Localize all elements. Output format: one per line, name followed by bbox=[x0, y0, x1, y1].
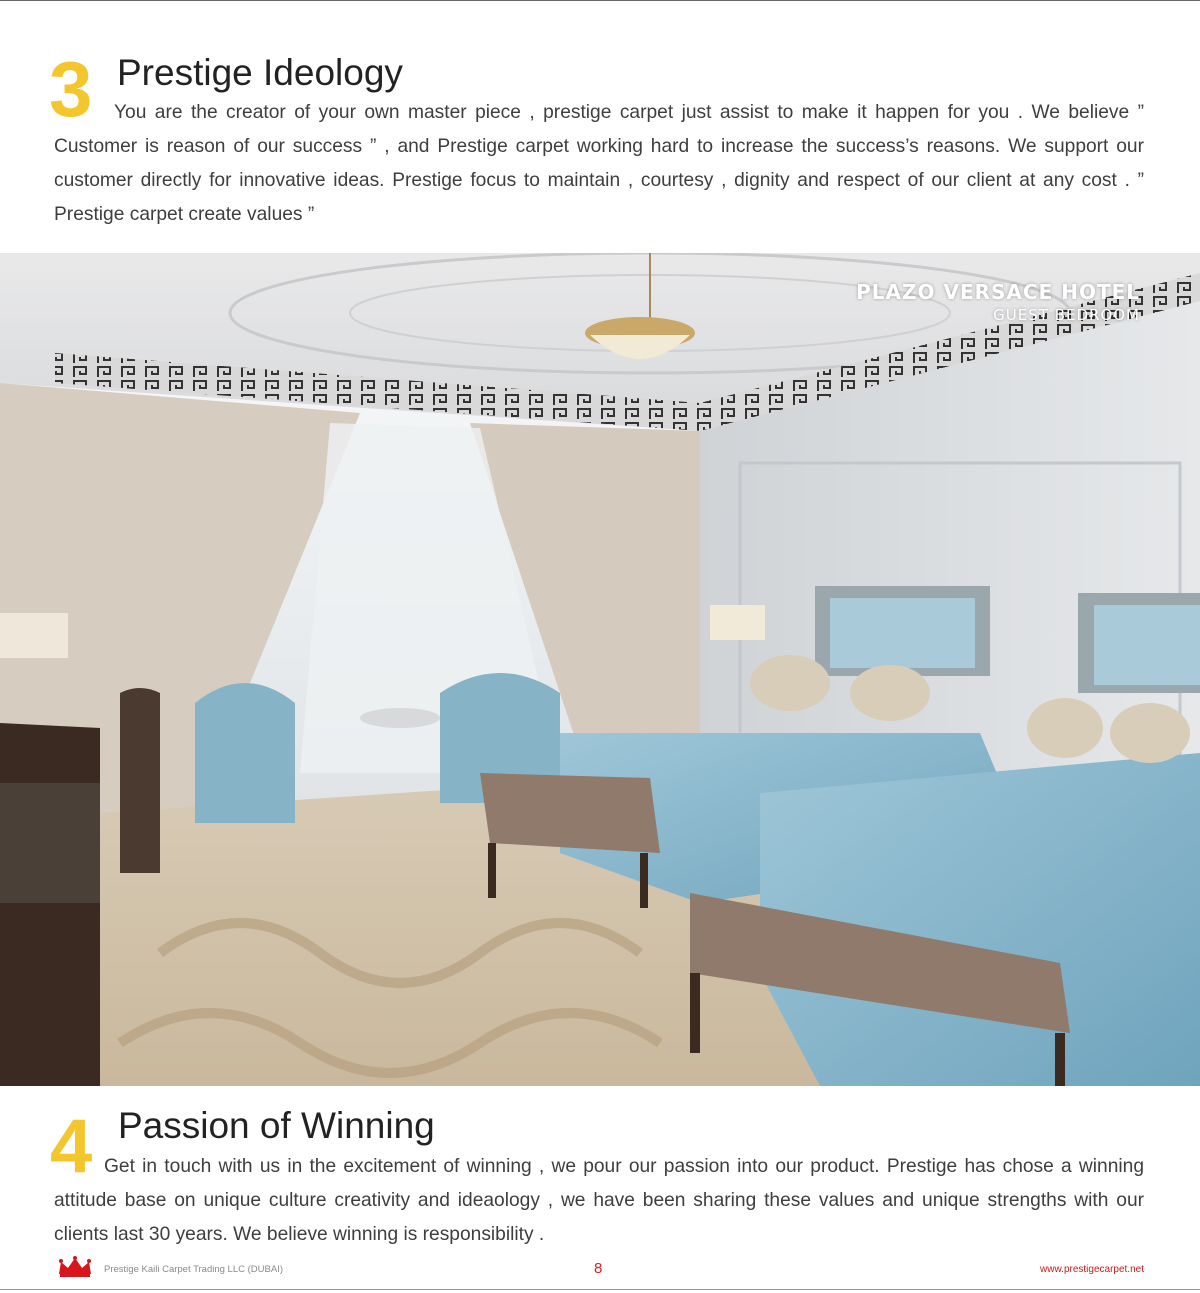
caption-title: PLAZO VERSACE HOTEL bbox=[856, 280, 1140, 304]
website-link[interactable]: www.prestigecarpet.net bbox=[1040, 1264, 1144, 1275]
photo-caption bbox=[856, 280, 1140, 324]
bottom-rule bbox=[0, 1289, 1200, 1290]
crown-logo-icon bbox=[57, 1256, 93, 1283]
section-body: Get in touch with us in the excitement of winning , we pour our passion into our product. Prestige has chose a winning attitude base on unique culture creativity and ideaology , we have been sharing these values and unique strengths with our clients last 30 years. We believe winning is responsibility . bbox=[54, 1156, 1144, 1245]
page-footer bbox=[0, 1250, 1200, 1286]
section-number: 3 bbox=[49, 45, 93, 133]
section-number: 4 bbox=[50, 1104, 93, 1189]
caption-subtitle: GUEST BEDROOM bbox=[993, 306, 1140, 324]
section-title: Passion of Winning bbox=[118, 1105, 435, 1146]
top-rule bbox=[0, 0, 1200, 1]
company-name: Prestige Kaili Carpet Trading LLC (DUBAI) bbox=[104, 1264, 283, 1275]
section-body: You are the creator of your own master piece , prestige carpet just assist to make it happen for you . We believe ” Customer is reason of our success ” , and Prestige carpet working hard to increase the success’s reasons. We support our customer directly for innovative ideas. Prestige focus to maintain , courtesy , dignity and respect of our client at any cost . ” Prestige carpet create values ” bbox=[54, 102, 1144, 225]
hotel-bedroom-photo bbox=[0, 253, 1200, 1086]
page-number: 8 bbox=[594, 1260, 603, 1277]
section-title: Prestige Ideology bbox=[117, 52, 403, 93]
